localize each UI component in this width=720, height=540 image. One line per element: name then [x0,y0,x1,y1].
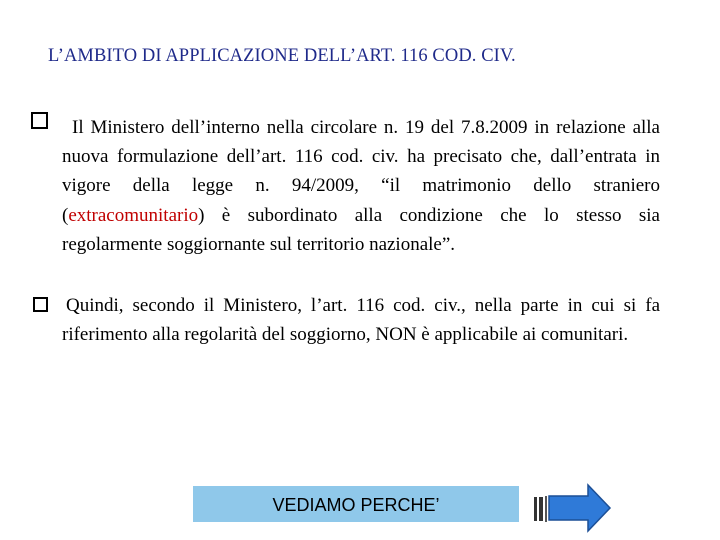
bullet-1-text-after: ) è subordinato alla condizione che lo stesso sia regolarmente soggiornante sul territorio nazionale”. [62,204,660,255]
slide-title: L’AMBITO DI APPLICAZIONE DELL’ART. 116 COD. CIV. [48,46,516,66]
checkbox-bullet-icon [33,297,48,312]
checkbox-bullet-icon [31,112,48,129]
bullet-paragraph-2 [62,291,660,349]
bullet-1-highlight: extracomunitario [68,204,199,226]
next-arrow-icon[interactable] [534,483,612,533]
bullet-2-text: Quindi, secondo il Ministero, l’art. 116 cod. civ., nella parte in cui si fa riferimento alla regolarità del soggiorno, NON è applicabile ai comunitari. [62,295,660,346]
bullet-1-text-before: Il Ministero dell’interno nella circolare n. 19 del 7.8.2009 in relazione alla nuova formulazione dell’art. 116 cod. civ. ha precisato che, dall’entrata in vigore della legge n. 94/2009, “il matrimonio dello straniero ( [62,117,660,226]
bullet-paragraph-1 [62,113,660,259]
vediamo-perche-button[interactable]: VEDIAMO PERCHE’ [193,486,519,522]
